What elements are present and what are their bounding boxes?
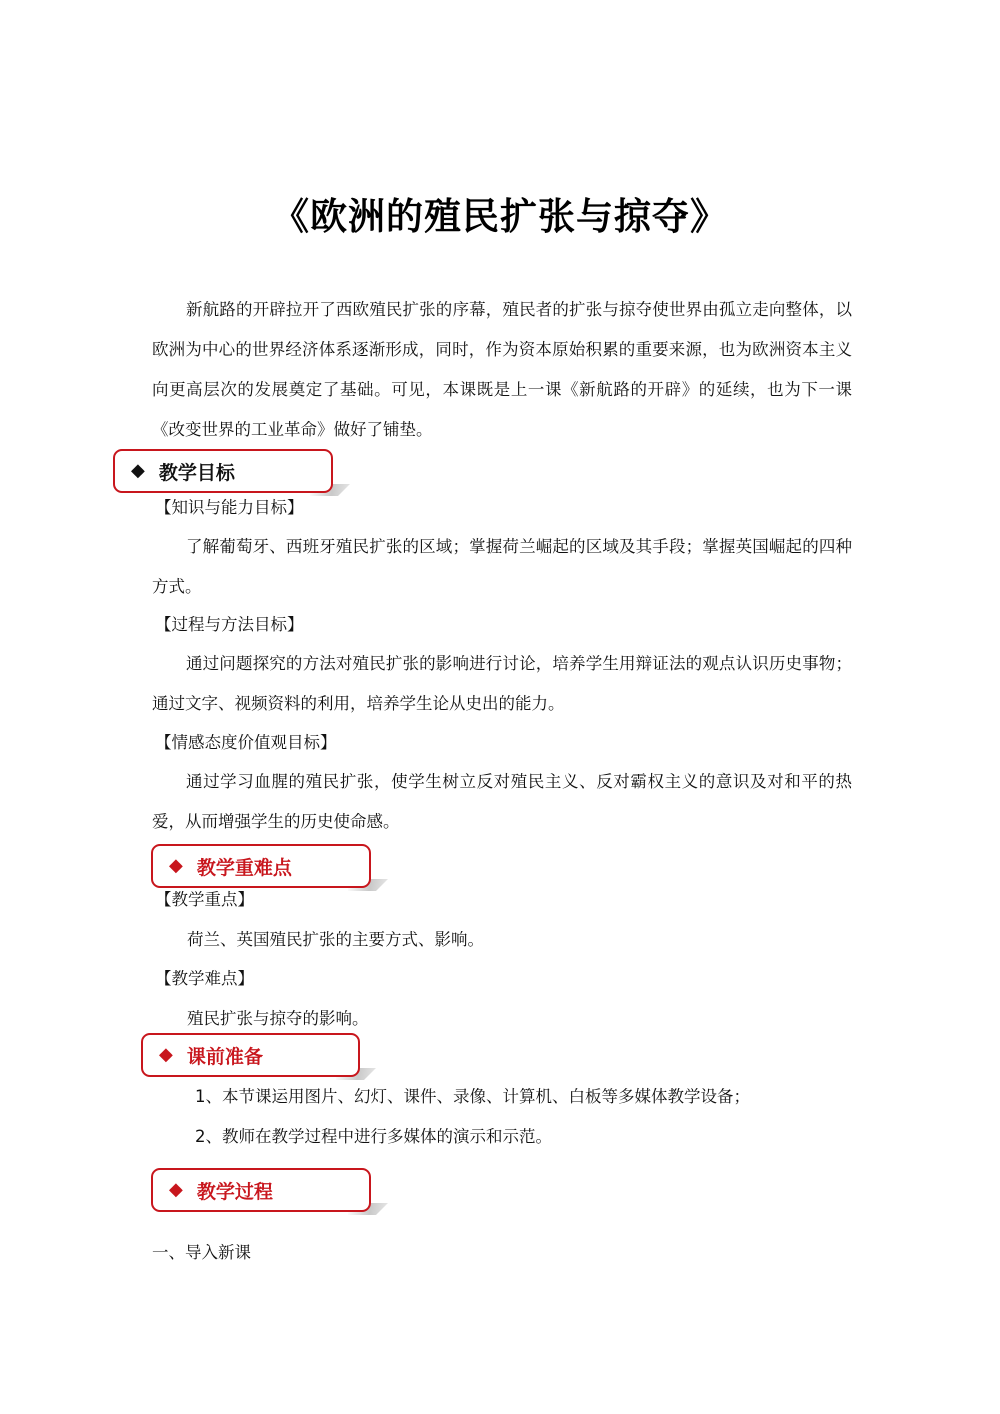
section-heading-label: 教学目标	[158, 461, 235, 484]
focus-text: 荷兰、英国殖民扩张的主要方式、影响。	[187, 930, 484, 949]
difficulty-text: 殖民扩张与掠夺的影响。	[187, 1009, 369, 1028]
diamond-icon: ◆	[131, 460, 145, 481]
section-heading-process	[151, 1168, 371, 1212]
preparation-item: 2、教师在教学过程中进行多媒体的演示和示范。	[195, 1127, 552, 1146]
diamond-icon: ◆	[169, 1179, 183, 1200]
diamond-icon: ◆	[169, 855, 183, 876]
section-heading-goals	[113, 449, 333, 493]
knowledge-goal-text: 了解葡萄牙、西班牙殖民扩张的区域；掌握荷兰崛起的区域及其手段；掌握英国崛起的四种方式。	[152, 537, 852, 596]
intro-paragraph: 新航路的开辟拉开了西欧殖民扩张的序幕，殖民者的扩张与掠夺使世界由孤立走向整体，以欧洲为中心的世界经济体系逐渐形成，同时，作为资本原始积累的重要来源，也为欧洲资本主义向更高层次的发展奠定了基础。可见，本课既是上一课《新航路的开辟》的延续，也为下一课《改变世界的工业革命》做好了铺垫。	[152, 300, 852, 439]
section-heading-preparation	[141, 1033, 360, 1077]
diamond-icon: ◆	[159, 1044, 173, 1065]
difficulty-label: 【教学难点】	[155, 969, 254, 988]
section-heading-keypoints	[151, 844, 371, 888]
knowledge-goal-label: 【知识与能力目标】	[155, 498, 304, 517]
section-heading-label: 课前准备	[186, 1045, 263, 1068]
document-title: 《欧洲的殖民扩张与掠夺》	[272, 195, 728, 238]
section-heading-label: 教学过程	[196, 1180, 273, 1203]
focus-label: 【教学重点】	[155, 890, 254, 909]
process-step-heading: 一、导入新课	[152, 1243, 251, 1262]
emotion-goal-text: 通过学习血腥的殖民扩张，使学生树立反对殖民主义、反对霸权主义的意识及对和平的热爱，从而增强学生的历史使命感。	[152, 772, 852, 831]
section-heading-label: 教学重难点	[196, 856, 292, 879]
process-goal-label: 【过程与方法目标】	[155, 615, 304, 634]
process-goal-text: 通过问题探究的方法对殖民扩张的影响进行讨论，培养学生用辩证法的观点认识历史事物；通过文字、视频资料的利用，培养学生论从史出的能力。	[152, 654, 852, 713]
emotion-goal-label: 【情感态度价值观目标】	[155, 733, 337, 752]
preparation-item: 1、本节课运用图片、幻灯、课件、录像、计算机、白板等多媒体教学设备；	[195, 1087, 750, 1106]
